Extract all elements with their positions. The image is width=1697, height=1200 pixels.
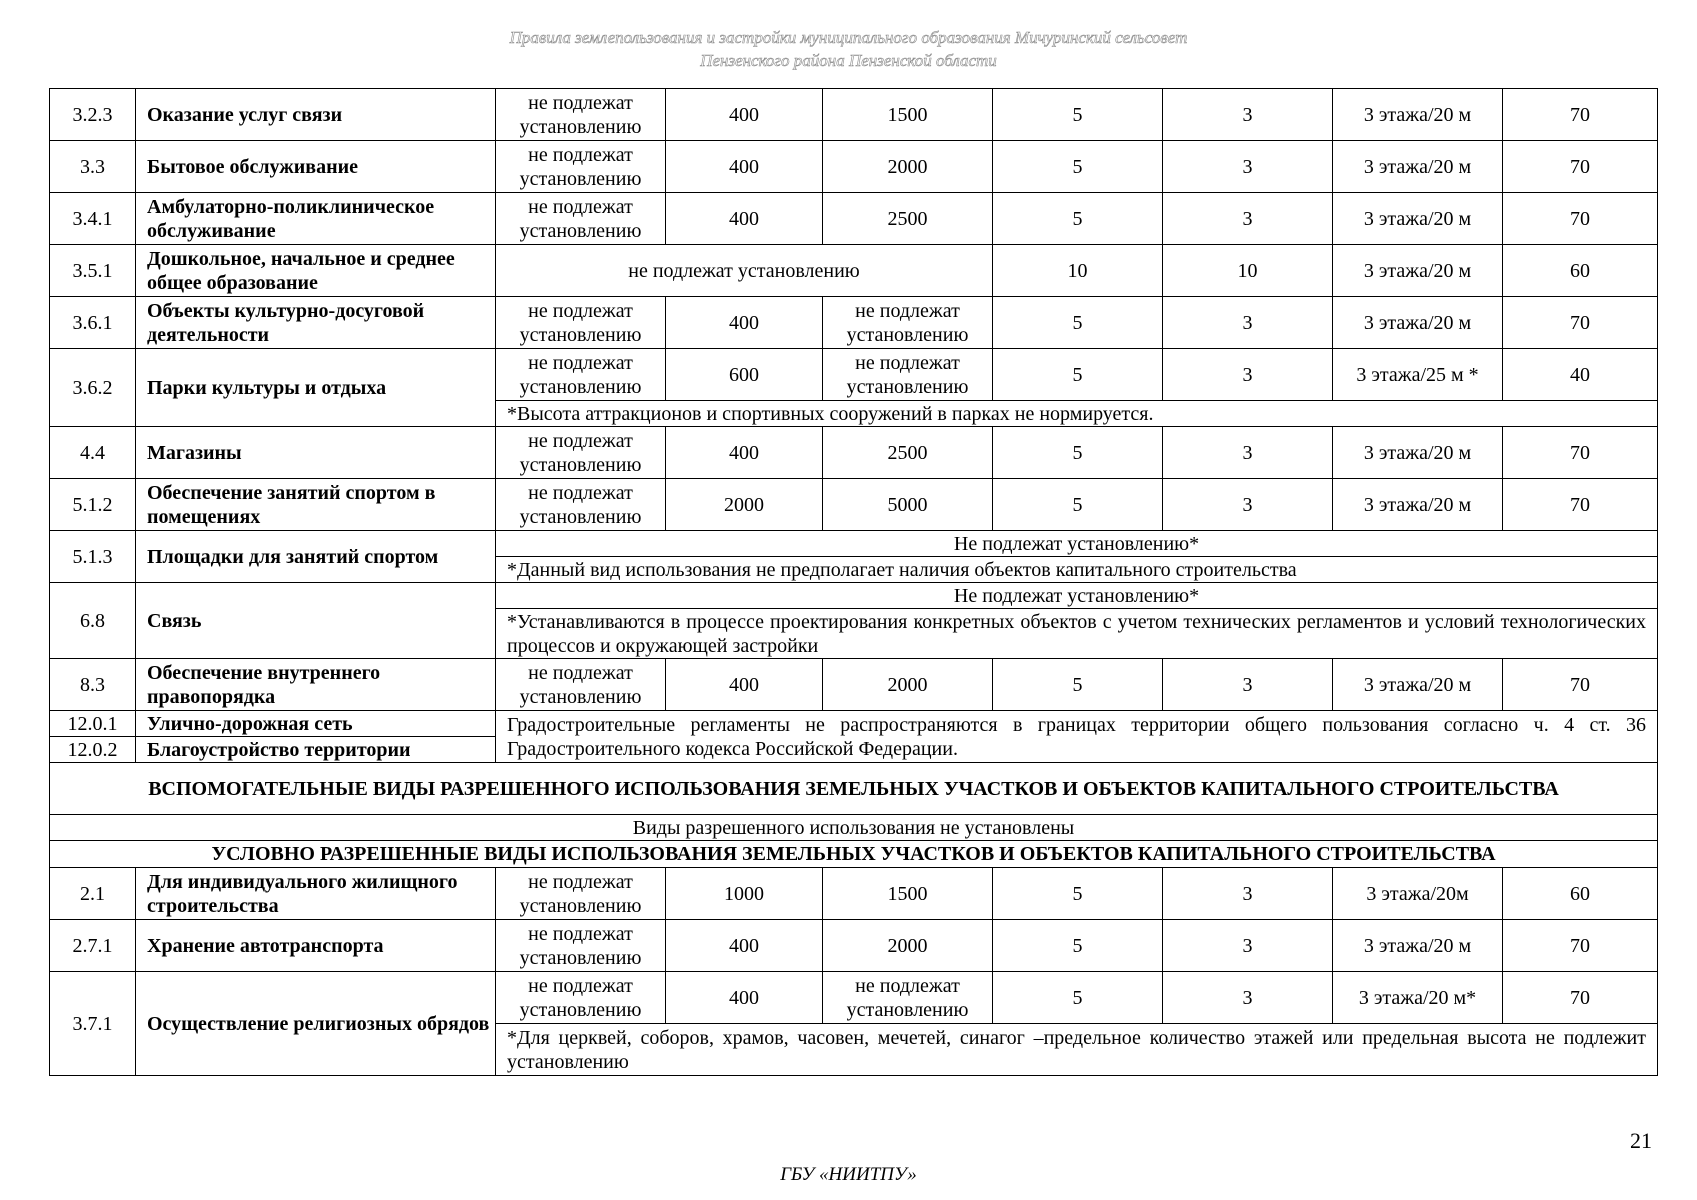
- value-cell: 5: [993, 920, 1163, 972]
- min-area: не подлежат установлению: [496, 427, 666, 479]
- value-cell: 70: [1503, 297, 1658, 349]
- row-code: 3.3: [50, 141, 136, 193]
- value-cell: 5: [993, 868, 1163, 920]
- row-code: 12.0.2: [50, 737, 136, 763]
- value-cell: 60: [1503, 868, 1658, 920]
- row-name: Благоустройство территории: [136, 737, 496, 763]
- row-name: Амбулаторно-поликлиническое обслуживание: [136, 193, 496, 245]
- value-cell: 5: [993, 297, 1163, 349]
- value-cell: 60: [1503, 245, 1658, 297]
- row-code: 5.1.3: [50, 531, 136, 583]
- value-cell: 3: [1163, 193, 1333, 245]
- value-cell: 3: [1163, 659, 1333, 711]
- row-name: Дошкольное, начальное и среднее общее образование: [136, 245, 496, 297]
- merged-not-set: Не подлежат установлению*: [496, 583, 1658, 609]
- value-cell: 5: [993, 89, 1163, 141]
- value-cell: 3: [1163, 89, 1333, 141]
- value-cell: 3 этажа/20 м: [1333, 920, 1503, 972]
- value-cell: 400: [666, 89, 823, 141]
- value-cell: 5: [993, 972, 1163, 1024]
- value-cell: 2000: [666, 479, 823, 531]
- row-name: Хранение автотранспорта: [136, 920, 496, 972]
- value-cell: 400: [666, 297, 823, 349]
- value-cell: 400: [666, 193, 823, 245]
- row-name: Парки культуры и отдыха: [136, 349, 496, 427]
- footer-org: ГБУ «НИИТПУ»: [780, 1164, 917, 1185]
- table-row: [50, 245, 1658, 297]
- min-area: не подлежат установлению: [496, 349, 666, 401]
- min-area: не подлежат установлению: [496, 141, 666, 193]
- value-cell: 400: [666, 141, 823, 193]
- value-cell: 1500: [823, 868, 993, 920]
- row-code: 2.7.1: [50, 920, 136, 972]
- value-cell: 70: [1503, 972, 1658, 1024]
- table-row: [50, 659, 1658, 711]
- footnote: *Высота аттракционов и спортивных сооружений в парках не нормируется.: [496, 401, 1658, 427]
- section-text-aux: Виды разрешенного использования не установлены: [50, 815, 1658, 841]
- value-cell: 70: [1503, 920, 1658, 972]
- min-area: не подлежат установлению: [496, 479, 666, 531]
- value-cell: 2000: [823, 920, 993, 972]
- table-row: [50, 89, 1658, 141]
- table-row: [50, 868, 1658, 920]
- min-area: не подлежат установлению: [496, 868, 666, 920]
- value-cell: 2500: [823, 427, 993, 479]
- value-cell: 3 этажа/20 м: [1333, 193, 1503, 245]
- value-cell: 10: [1163, 245, 1333, 297]
- value-cell: 70: [1503, 427, 1658, 479]
- table-row: [50, 297, 1658, 349]
- value-cell: 3 этажа/20 м: [1333, 141, 1503, 193]
- row-code: 2.1: [50, 868, 136, 920]
- table-row: [50, 141, 1658, 193]
- row-name: Улично-дорожная сеть: [136, 711, 496, 737]
- max-area: не подлежат установлению: [823, 349, 993, 401]
- min-area: не подлежат установлению: [496, 297, 666, 349]
- value-cell: 2000: [823, 659, 993, 711]
- value-cell: 3 этажа/20 м: [1333, 427, 1503, 479]
- value-cell: 3 этажа/20 м: [1333, 245, 1503, 297]
- value-cell: 70: [1503, 193, 1658, 245]
- row-code: 6.8: [50, 583, 136, 659]
- value-cell: 2500: [823, 193, 993, 245]
- min-area: не подлежат установлению: [496, 659, 666, 711]
- section-heading-row: [50, 841, 1658, 868]
- row-name: Связь: [136, 583, 496, 659]
- value-cell: 10: [993, 245, 1163, 297]
- row-name: Магазины: [136, 427, 496, 479]
- row-code: 3.4.1: [50, 193, 136, 245]
- value-cell: 70: [1503, 141, 1658, 193]
- min-area: не подлежат установлению: [496, 972, 666, 1024]
- merged-not-set: Не подлежат установлению*: [496, 531, 1658, 557]
- value-cell: 3 этажа/20 м: [1333, 659, 1503, 711]
- table-row: [50, 531, 1658, 557]
- section-heading-row: [50, 763, 1658, 815]
- row-code: 5.1.2: [50, 479, 136, 531]
- value-cell: 5000: [823, 479, 993, 531]
- max-area: не подлежат установлению: [823, 297, 993, 349]
- value-cell: 3 этажа/20 м*: [1333, 972, 1503, 1024]
- value-cell: 400: [666, 920, 823, 972]
- row-code: 8.3: [50, 659, 136, 711]
- footnote: *Устанавливаются в процессе проектирования конкретных объектов с учетом технических регламентов и условий технологических процессов и окружающей застройки: [496, 609, 1658, 659]
- row-name: Осуществление религиозных обрядов: [136, 972, 496, 1076]
- value-cell: 3: [1163, 297, 1333, 349]
- header-line-1: Правила землепользования и застройки муниципального образования Мичуринский сельсовет: [509, 28, 1188, 47]
- footnote: *Данный вид использования не предполагает наличия объектов капитального строительства: [496, 557, 1658, 583]
- table-row: [50, 583, 1658, 609]
- value-cell: 3: [1163, 349, 1333, 401]
- row-code: 3.5.1: [50, 245, 136, 297]
- value-cell: 40: [1503, 349, 1658, 401]
- value-cell: 3: [1163, 427, 1333, 479]
- value-cell: 600: [666, 349, 823, 401]
- value-cell: 5: [993, 479, 1163, 531]
- max-area: не подлежат установлению: [823, 972, 993, 1024]
- row-name: Площадки для занятий спортом: [136, 531, 496, 583]
- value-cell: 3: [1163, 868, 1333, 920]
- page-number: 21: [1630, 1128, 1652, 1153]
- row-name: Для индивидуального жилищного строительства: [136, 868, 496, 920]
- value-cell: 3 этажа/20 м: [1333, 479, 1503, 531]
- value-cell: 3 этажа/25 м *: [1333, 349, 1503, 401]
- table-row: [50, 193, 1658, 245]
- value-cell: 3 этажа/20м: [1333, 868, 1503, 920]
- table-row: [50, 427, 1658, 479]
- min-area: не подлежат установлению: [496, 89, 666, 141]
- value-cell: 3: [1163, 141, 1333, 193]
- table-row: [50, 815, 1658, 841]
- min-area: не подлежат установлению: [496, 920, 666, 972]
- value-cell: 5: [993, 193, 1163, 245]
- row-code: 3.7.1: [50, 972, 136, 1076]
- table-row: [50, 711, 1658, 737]
- value-cell: 1500: [823, 89, 993, 141]
- table-row: [50, 920, 1658, 972]
- value-cell: 400: [666, 659, 823, 711]
- value-cell: 5: [993, 659, 1163, 711]
- footnote: Градостроительные регламенты не распространяются в границах территории общего пользования согласно ч. 4 ст. 36 Градостроительного кодекса Российской Федерации.: [496, 711, 1658, 763]
- value-cell: 3 этажа/20 м: [1333, 297, 1503, 349]
- value-cell: 5: [993, 141, 1163, 193]
- value-cell: 2000: [823, 141, 993, 193]
- running-header: [0, 26, 1697, 72]
- value-cell: 5: [993, 427, 1163, 479]
- row-name: Обеспечение внутреннего правопорядка: [136, 659, 496, 711]
- value-cell: 3: [1163, 479, 1333, 531]
- table-row: [50, 972, 1658, 1024]
- value-cell: 1000: [666, 868, 823, 920]
- value-cell: 3: [1163, 972, 1333, 1024]
- row-name: Оказание услуг связи: [136, 89, 496, 141]
- section-heading-conditional: УСЛОВНО РАЗРЕШЕННЫЕ ВИДЫ ИСПОЛЬЗОВАНИЯ ЗЕМЕЛЬНЫХ УЧАСТКОВ И ОБЪЕКТОВ КАПИТАЛЬНОГО СТРОИТЕЛЬСТВА: [50, 841, 1658, 868]
- row-code: 4.4: [50, 427, 136, 479]
- value-cell: 3: [1163, 920, 1333, 972]
- value-cell: 400: [666, 972, 823, 1024]
- value-cell: 70: [1503, 89, 1658, 141]
- min-area: не подлежат установлению: [496, 193, 666, 245]
- value-cell: 70: [1503, 479, 1658, 531]
- table-row: [50, 479, 1658, 531]
- value-cell: 70: [1503, 659, 1658, 711]
- header-line-2: Пензенского района Пензенской области: [700, 51, 997, 70]
- value-cell: 3 этажа/20 м: [1333, 89, 1503, 141]
- footnote: *Для церквей, соборов, храмов, часовен, мечетей, синагог –предельное количество этажей или предельная высота не подлежит установлению: [496, 1024, 1658, 1076]
- merged-not-set: не подлежат установлению: [496, 245, 993, 297]
- regulations-table: [49, 88, 1658, 1076]
- value-cell: 5: [993, 349, 1163, 401]
- row-name: Объекты культурно-досуговой деятельности: [136, 297, 496, 349]
- row-name: Обеспечение занятий спортом в помещениях: [136, 479, 496, 531]
- row-name: Бытовое обслуживание: [136, 141, 496, 193]
- value-cell: 400: [666, 427, 823, 479]
- table-row: [50, 349, 1658, 401]
- row-code: 3.6.2: [50, 349, 136, 427]
- row-code: 3.6.1: [50, 297, 136, 349]
- row-code: 12.0.1: [50, 711, 136, 737]
- section-heading-aux: ВСПОМОГАТЕЛЬНЫЕ ВИДЫ РАЗРЕШЕННОГО ИСПОЛЬЗОВАНИЯ ЗЕМЕЛЬНЫХ УЧАСТКОВ И ОБЪЕКТОВ КАПИТАЛЬНОГО СТРОИТЕЛЬСТВА: [50, 763, 1658, 815]
- row-code: 3.2.3: [50, 89, 136, 141]
